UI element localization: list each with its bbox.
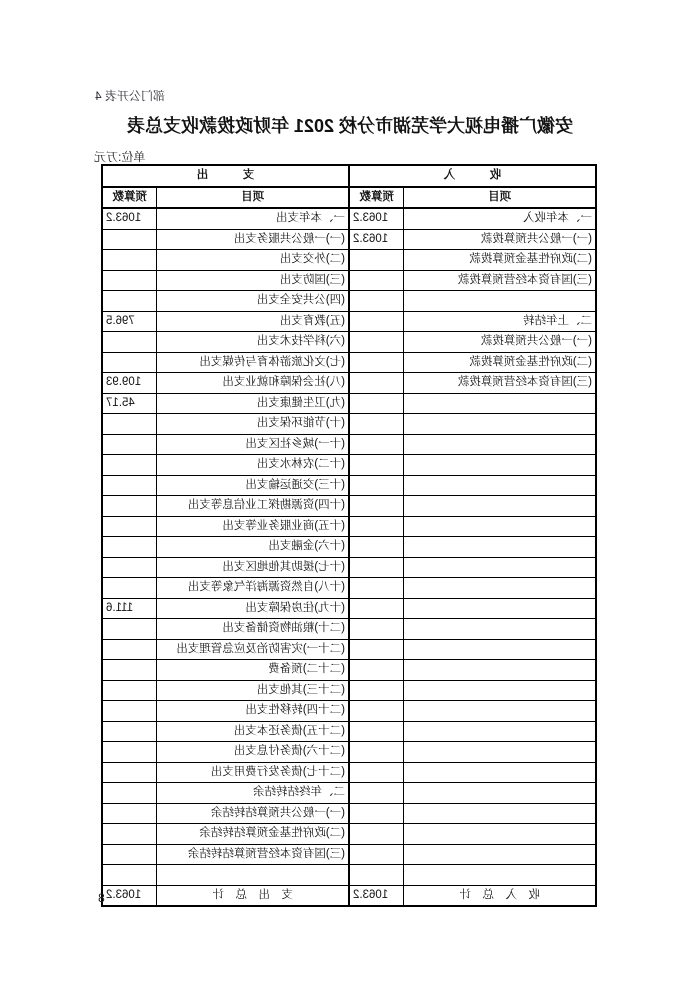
table-row	[102, 250, 596, 271]
expense-item-cell: (二十一)灾害防治及应急管理支出	[157, 639, 349, 660]
table-row	[102, 578, 596, 599]
income-value-cell: 1063.2	[349, 208, 404, 229]
income-value-cell	[349, 311, 404, 332]
expense-value-cell	[102, 844, 157, 865]
income-value-cell	[349, 270, 404, 291]
income-item-cell	[404, 291, 596, 312]
income-item-cell: (三)国有资本经营预算拨款	[404, 373, 596, 394]
income-value-cell	[349, 557, 404, 578]
table-row	[102, 803, 596, 824]
total-row	[102, 885, 596, 906]
table-row	[102, 680, 596, 701]
expense-value-cell	[102, 475, 157, 496]
table-row	[102, 598, 596, 619]
expense-value-cell: 45.17	[102, 393, 157, 414]
income-value-cell	[349, 598, 404, 619]
expense-value-cell: 111.6	[102, 598, 157, 619]
income-item-cell: 二、上年结转	[404, 311, 596, 332]
income-item-cell: (三)国有资本经营预算拨款	[404, 270, 596, 291]
income-item-cell	[404, 701, 596, 722]
income-value-cell	[349, 701, 404, 722]
income-item-cell	[404, 455, 596, 476]
expense-value-cell	[102, 250, 157, 271]
expense-item-cell: (五)教育支出	[157, 311, 349, 332]
income-value-cell	[349, 762, 404, 783]
table-row	[102, 332, 596, 353]
table-row	[102, 291, 596, 312]
income-value-cell	[349, 291, 404, 312]
table-row	[102, 783, 596, 804]
expense-item-cell: (一)一般公共预算结转结余	[157, 803, 349, 824]
expense-item-cell: (二十)粮油物资储备支出	[157, 619, 349, 640]
income-value-cell	[349, 537, 404, 558]
table-row	[102, 455, 596, 476]
table-row	[102, 660, 596, 681]
income-value-cell	[349, 619, 404, 640]
income-value-cell	[349, 475, 404, 496]
table-row	[102, 516, 596, 537]
income-value-cell	[349, 803, 404, 824]
table-row	[102, 496, 596, 517]
income-item-cell: (二)政府性基金预算拨款	[404, 352, 596, 373]
income-value-cell	[349, 250, 404, 271]
expense-value-cell: 109.93	[102, 373, 157, 394]
unit-note: 单位:万元	[94, 150, 146, 164]
expense-value-cell	[102, 865, 157, 886]
table-row	[102, 824, 596, 845]
table-row	[102, 414, 596, 435]
income-item-cell	[404, 537, 596, 558]
expense-value-cell	[102, 270, 157, 291]
expense-value-cell: 796.5	[102, 311, 157, 332]
income-item-cell: 一、本年收入	[404, 208, 596, 229]
income-item-cell	[404, 557, 596, 578]
income-item-cell	[404, 783, 596, 804]
income-value-cell	[349, 578, 404, 599]
expense-item-cell: (十七)援助其他地区支出	[157, 557, 349, 578]
expense-value-cell	[102, 352, 157, 373]
table-row	[102, 434, 596, 455]
income-value-cell	[349, 844, 404, 865]
table-row	[102, 475, 596, 496]
expense-value-cell	[102, 680, 157, 701]
income-item-cell	[404, 475, 596, 496]
income-section-header: 收 入	[349, 165, 596, 187]
expense-value-cell	[102, 455, 157, 476]
income-value-cell	[349, 639, 404, 660]
expense-value-cell	[102, 332, 157, 353]
table-row	[102, 537, 596, 558]
income-item-cell: (二)政府性基金预算拨款	[404, 250, 596, 271]
expense-item-cell: (十六)金融支出	[157, 537, 349, 558]
expense-section-header: 支 出	[102, 165, 349, 187]
income-value-cell	[349, 721, 404, 742]
expense-item-cell: (三)国防支出	[157, 270, 349, 291]
income-value-cell: 1063.2	[349, 229, 404, 250]
income-item-cell	[404, 680, 596, 701]
table-row	[102, 352, 596, 373]
expense-item-cell: (二十二)预备费	[157, 660, 349, 681]
income-value-cell	[349, 393, 404, 414]
page-number: 8	[98, 891, 105, 905]
income-item-cell	[404, 434, 596, 455]
expense-item-cell: (二)政府性基金预算结转结余	[157, 824, 349, 845]
income-item-cell	[404, 598, 596, 619]
income-item-cell	[404, 824, 596, 845]
income-item-cell	[404, 742, 596, 763]
expense-value-cell	[102, 434, 157, 455]
expense-item-cell: (十二)农林水支出	[157, 455, 349, 476]
expense-value-cell	[102, 660, 157, 681]
expense-item-cell: (二十七)债务发行费用支出	[157, 762, 349, 783]
expense-item-cell: (七)文化旅游体育与传媒支出	[157, 352, 349, 373]
income-value-cell	[349, 824, 404, 845]
table-row	[102, 701, 596, 722]
expense-item-cell: (二十四)转移性支出	[157, 701, 349, 722]
expense-value-cell	[102, 762, 157, 783]
income-item-cell	[404, 516, 596, 537]
income-value-cell	[349, 680, 404, 701]
income-value-cell	[349, 516, 404, 537]
expense-item-cell: (一)一般公共服务支出	[157, 229, 349, 250]
table-body	[102, 208, 596, 906]
expense-value-cell	[102, 578, 157, 599]
table-row	[102, 311, 596, 332]
expense-value-cell: 1063.2	[102, 208, 157, 229]
income-value-cell	[349, 332, 404, 353]
income-total-value: 1063.2	[349, 885, 404, 906]
expense-budget-header: 预算数	[102, 187, 157, 209]
income-value-cell	[349, 373, 404, 394]
income-value-cell	[349, 455, 404, 476]
income-item-cell: (一)一般公共预算拨款	[404, 332, 596, 353]
table-row	[102, 639, 596, 660]
expense-value-cell	[102, 291, 157, 312]
income-value-cell	[349, 660, 404, 681]
table-row	[102, 229, 596, 250]
expense-value-cell	[102, 639, 157, 660]
income-item-cell	[404, 762, 596, 783]
income-value-cell	[349, 414, 404, 435]
column-header-row	[102, 187, 596, 209]
expense-value-cell	[102, 619, 157, 640]
expense-item-cell: (二十六)债务付息支出	[157, 742, 349, 763]
expense-value-cell	[102, 557, 157, 578]
table-row	[102, 742, 596, 763]
expense-item-cell: (十一)城乡社区支出	[157, 434, 349, 455]
expense-item-cell: (十五)商业服务业等支出	[157, 516, 349, 537]
expense-item-cell: (二十三)其他支出	[157, 680, 349, 701]
table-row	[102, 208, 596, 229]
expense-item-cell: 二、年终结转结余	[157, 783, 349, 804]
table-row	[102, 557, 596, 578]
income-value-cell	[349, 865, 404, 886]
expense-value-cell	[102, 824, 157, 845]
income-item-cell: (一)一般公共预算拨款	[404, 229, 596, 250]
income-item-cell	[404, 844, 596, 865]
income-item-cell	[404, 578, 596, 599]
expense-item-cell: (八)社会保障和就业支出	[157, 373, 349, 394]
table-row	[102, 844, 596, 865]
income-item-cell	[404, 660, 596, 681]
table-row	[102, 762, 596, 783]
table-row	[102, 393, 596, 414]
income-item-cell	[404, 496, 596, 517]
corner-label: 部门公开表 4	[95, 89, 166, 103]
table-row	[102, 619, 596, 640]
expense-value-cell	[102, 721, 157, 742]
expense-item-cell: (十九)住房保障支出	[157, 598, 349, 619]
income-value-cell	[349, 742, 404, 763]
expense-total-label: 支 出 总 计	[157, 885, 349, 906]
income-item-cell	[404, 865, 596, 886]
expense-item-cell: 一、本年支出	[157, 208, 349, 229]
expense-item-cell: (十三)交通运输支出	[157, 475, 349, 496]
income-item-cell	[404, 721, 596, 742]
table-row	[102, 865, 596, 886]
budget-table	[101, 164, 597, 907]
income-item-cell	[404, 414, 596, 435]
expense-item-cell: (十八)自然资源海洋气象等支出	[157, 578, 349, 599]
income-item-header: 项目	[404, 187, 596, 209]
table-row	[102, 373, 596, 394]
income-item-cell	[404, 393, 596, 414]
expense-item-cell: (二)外交支出	[157, 250, 349, 271]
table-row	[102, 270, 596, 291]
income-budget-header: 预算数	[349, 187, 404, 209]
income-value-cell	[349, 352, 404, 373]
expense-value-cell	[102, 516, 157, 537]
expense-value-cell	[102, 783, 157, 804]
expense-value-cell	[102, 414, 157, 435]
income-value-cell	[349, 496, 404, 517]
table-row	[102, 721, 596, 742]
expense-total-value: 1063.2	[102, 885, 157, 906]
expense-value-cell	[102, 742, 157, 763]
income-item-cell	[404, 619, 596, 640]
expense-value-cell	[102, 701, 157, 722]
expense-item-cell: (十四)资源勘探工业信息等支出	[157, 496, 349, 517]
expense-item-cell	[157, 865, 349, 886]
table-head	[102, 165, 596, 208]
expense-item-cell: (二十五)债务还本支出	[157, 721, 349, 742]
expense-item-header: 项目	[157, 187, 349, 209]
section-header-row	[102, 165, 596, 187]
expense-value-cell	[102, 229, 157, 250]
page-title: 安徽广播电视大学芜湖市分校 2021 年财政拨款收支总表	[126, 116, 574, 136]
expense-item-cell: (四)公共安全支出	[157, 291, 349, 312]
income-total-label: 收 入 总 计	[404, 885, 596, 906]
income-value-cell	[349, 783, 404, 804]
expense-item-cell: (十)节能环保支出	[157, 414, 349, 435]
income-value-cell	[349, 434, 404, 455]
income-item-cell	[404, 639, 596, 660]
income-item-cell	[404, 803, 596, 824]
expense-item-cell: (九)卫生健康支出	[157, 393, 349, 414]
expense-value-cell	[102, 537, 157, 558]
expense-item-cell: (三)国有资本经营预算结转结余	[157, 844, 349, 865]
expense-item-cell: (六)科学技术支出	[157, 332, 349, 353]
expense-value-cell	[102, 803, 157, 824]
expense-value-cell	[102, 496, 157, 517]
